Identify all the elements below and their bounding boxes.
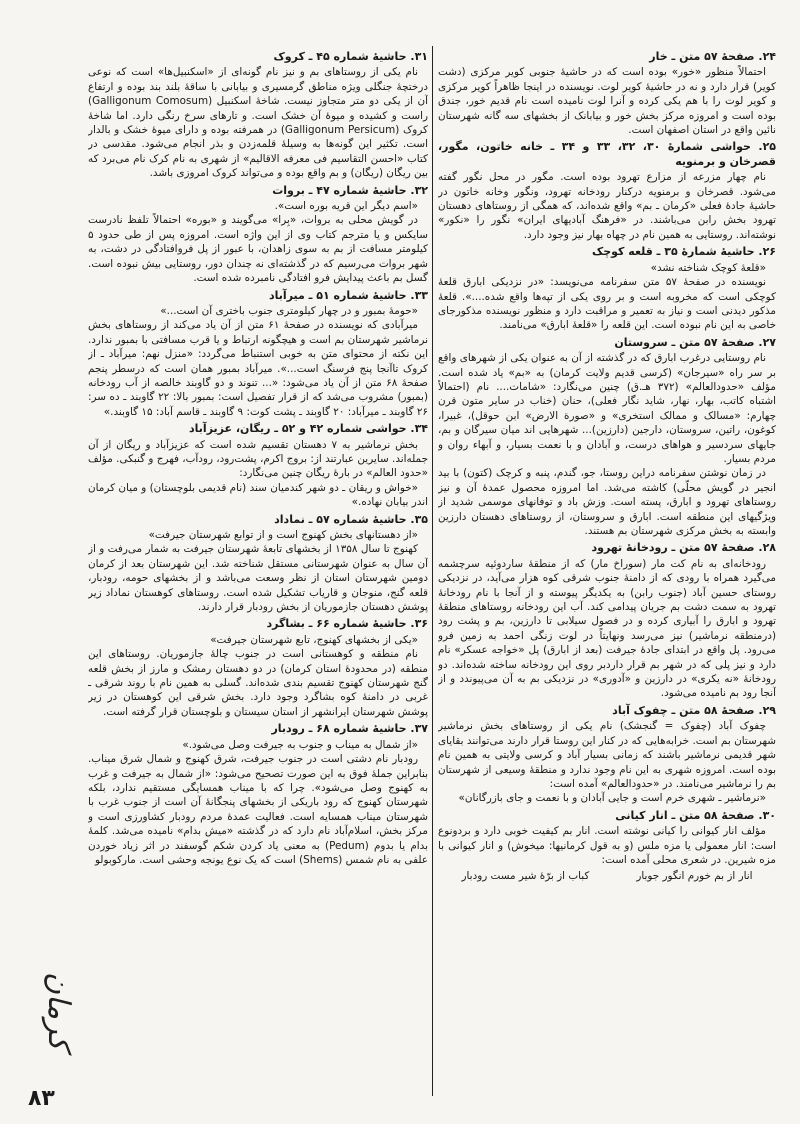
note-heading: ۲۴. صفحهٔ ۵۷ متن ـ خار: [649, 50, 776, 63]
note-paragraph: نام روستایی درغرب ابارق که در گذشته از آن به عنوان یکی از شهرهای واقع بر سر راه «سیرجان» (کرسی قدیم ولایت کرمان) به «بم» یاد شده است. مؤلف «حدودالعالم» (۳۷۲ هـ.ق) چنین می‌نگارد: «شامات.... نام (احتمالاً اشتباه کاتب، بهار، نهار، شاید نگار فعلی)، حنان (خناب در سایر متون قرن چهارم: «مسالک و ممالک استخری» و «صورة الارض» ابن حوقل)، غبیرا، کوغون، راتین، سروستان، دارجین (دارزین)... شهرهایی اند میان سیرگان و بم، جایهای سردسیر و هواهای درست، و آبادان و با نعمت بسیار، و آبهاء روان و مردم بسیار.: [438, 352, 776, 465]
note-paragraph: «از دهستانهای بخش کهنوج است و از توابع شهرستان جیرفت»: [148, 529, 418, 541]
note-section: [438, 336, 776, 539]
note-paragraph: در زمان نوشتن سفرنامه دراین روستا، جو، گندم، پنبه و کرچک (کتون) با بید انجیر در گویش محلّی) کاشته می‌شد. اما امروزه محصول عمدهٔ آن و نیز روستاهای تهرود و ابارق، پسته است. وزش باد و توفانهای موسمی شدید از ویژگیهای این منطقه است. ابارق و سروستان، از روستاهای دهستان دارزین وابسته به بخش مرکزی شهرستان بم هستند.: [438, 467, 776, 537]
note-paragraph: نام چهار مزرعه از مزارع تهرود بوده است. مگور در محل نگور گفته می‌شود. قصرخان و برمنویه درکنار رودخانه تهرود، ونگور وخانه خاتون در حاشیهٔ جادهٔ فعلی «کرمان ـ بم» واقع شده‌اند، که همگی از روستاهای دهستان تهرود بخش رابن می‌باشند. در «فرهنگ آبادیهای ایران» نگور را «نکور» نوشته‌اند. روستایی به همین نام در چهاه بهار نیز وجود دارد.: [438, 171, 776, 241]
note-section: [438, 50, 776, 137]
note-heading: ۳۲. حاشیهٔ شماره ۴۷ ـ بروات: [272, 183, 428, 197]
note-heading: ۲۹. صفحهٔ ۵۸ متن ـ چفوک آباد: [612, 703, 776, 717]
note-section: [438, 541, 776, 700]
kerman-logo: کرمان: [41, 972, 76, 1051]
note-heading: ۳۰. صفحهٔ ۵۸ متن ـ انار کیانی: [615, 808, 776, 822]
note-paragraph: نام منطقه و کوهستانی است در جنوب چالهٔ جازموریان. روستاهای این منطقه (در محدودهٔ استان کرمان) در دو دهستان رمشک و مارز از بخش قلعه گنج شهرستان کهنوج تقسیم بندی شده‌اند. گسلی به همین نام با روند شرقی ـ غربی در دامنهٔ کوه بشاگرد وجود دارد. بخش شرقی این کوهستان در زیر پوشش شهرستان ایرانشهر از استان سیستان و بلوچستان قرار گرفته است.: [88, 648, 428, 718]
note-paragraph: چفوک آباد (چفوک = گنجشک) نام یکی از روستاهای بخش نرماشیر شهرستان بم است. خرابه‌هایی که در کنار این روستا قرار دارند می‌توانند بقایای شهر قدیمی نرماشیر باشند که زمانی بسیار آباد و کرسی ولایتی به همین نام بوده است. امروزه شهری به این نام وجود ندارد و منطقهٔ وسیعی از شهرستان بم را نرماشیر می‌نامند. در «حدودالعالم» آمده است:: [438, 720, 776, 790]
poem-verse: [438, 869, 776, 883]
note-heading: ۳۳. حاشیهٔ شماره ۵۱ ـ میرآباد: [269, 288, 428, 302]
page-number: ۸۳: [28, 1086, 55, 1111]
note-paragraph: «قلعهٔ کوچک شناخته نشد»: [650, 261, 766, 274]
note-paragraph: کهنوج تا سال ۱۳۵۸ از بخشهای تابعهٔ شهرستان جیرفت به شمار می‌رفت و از آن سال به عنوان شهرستانی مستقل شناخته شد. این شهرستان بعد از کرمان دومین شهرستان استان از نظر وسعت می‌باشد و از بخشهای حومه، رودبار، قلعه گنج، منوجان و قاریاب تشکیل شده است. روستاهای کوهستان نماداد زیر پوشش دهستان جازموریان از بخش رودبار قرار دارند.: [88, 543, 428, 614]
note-section: [88, 617, 428, 719]
column-divider: [432, 46, 433, 1096]
note-paragraph: میرآبادی که نویسنده در صفحهٔ ۶۱ متن از آن یاد می‌کند از روستاهای بخش نرماشیر شهرستان بم است و هیچگونه ارتباط و یا قرب مسافتی با بمبور ندارد. این نکته از محتوای متن به خوبی استنباط می‌گردد: «منزل نهم: میرآباد ـ از کروک تاآنجا پنج فرسنگ است...». میرآباد بمبور همان است که درسطر پنجم صفحهٔ ۶۸ متن از آن یاد می‌شود: «... تنوند و دو گاوبند خالصه از آب رودخانه (بمبور) مشروب می‌شد که از قرار تفصیل است: بمبور بالا: ۲۲ گاوبند ـ ده سر: ۲۶ گاوبند ـ میرآباد: ۲۰ گاوبند ـ پشت کوت: ۹ گاوبند ـ قاسم آباد: ۱۵ گاوبند.»: [88, 319, 428, 418]
note-paragraph: در گویش محلی به بروات، «بِرا» می‌گویند و «بوره» احتمالاً تلفظ نادرست سایکس و یا مترجم کتاب وی از این واژه است. امروزه پس از طی حدود ۵ کیلومتر مسافت از بم به سوی زاهدان، با عبور از پل فروافتادگی در دشت، به شهر بروات می‌رسیم که در گذشته‌ای نه چندان دور، روستایی بیش نبوده است. گسل بم باعث پیدایش فرو افتادگی نامبرده شده است.: [88, 214, 428, 285]
note-section: [88, 422, 428, 509]
verse-hemistich: انار از بم خورم انگور جوبار: [636, 870, 753, 883]
right-column: [438, 48, 776, 1088]
note-heading: ۲۸. صفحهٔ ۵۷ متن ـ رودخانهٔ تهرود: [591, 541, 776, 555]
note-paragraph: «خواش و ریقان ـ دو شهر کندمیان سند (نام قدیمی بلوچستان) و میان کرمان اندر بیابان نهاده.»: [88, 481, 428, 509]
note-heading: ۲۶. حاشیهٔ شمارهٔ ۳۵ ـ قلعه کوچک: [591, 245, 776, 259]
note-heading: ۳۶. حاشیهٔ شماره ۶۶ ـ بشاگرد: [266, 617, 428, 631]
note-heading: ۳۷. حاشیهٔ شماره ۶۸ ـ رودبار: [271, 722, 428, 736]
note-heading: ۳۱. حاشیهٔ شماره ۴۵ ـ کروک: [273, 50, 428, 63]
note-section: [438, 245, 776, 332]
note-paragraph: بخش نرماشیر به ۷ دهستان تقسیم شده است که عزیزآباد و ریگان از آن جمله‌اند. سایرین عبارتند از: بروج اکرم، پشت‌رود، رودآب، فهرج و گنبکی. مؤلف «حدود العالم» در بارهٔ ریگان چنین می‌نگارد:: [88, 438, 428, 480]
note-section: [88, 289, 428, 420]
note-section: [88, 513, 428, 615]
note-heading: ۲۷. صفحهٔ ۵۷ متن ـ سروستان: [614, 335, 776, 349]
note-paragraph: «از شمال به میناب و جنوب به جیرفت وصل می‌شود.»: [182, 738, 418, 751]
note-paragraph: رودبار نام دشتی است در جنوب جیرفت، شرق کهنوج و شمال شرق میناب. بنابراین جملهٔ فوق به این صورت تصحیح می‌شود: «از شمال به جیرفت و غرب به کهنوج وصل می‌شود». چرا که با میناب همسایگی مستقیم ندارد، بلکه شهرستان کهنوج که رود باریکی از بخشهای پنجگانهٔ آن است از جنوب غرب با شهرستان میناب همسایه است. فعالیت عمدهٔ مردم رودبار کشاورزی است و مرکز بخش، اسلام‌آباد نام دارد که در گذشته «میش بدام» نامیده می‌شد. کلمهٔ بدام یا بدوم (Pedum) به معنی یاد کردن شکم گوسفند در اثر زیاد خوردن علفی به نام شمس (Shems) است که یک نوع یونجه وحشی است. مارکوبولو: [88, 753, 428, 866]
note-paragraph: «حومهٔ بمبور و در چهار کیلومتری جنوب باختری آن است...»: [160, 304, 418, 317]
note-paragraph: احتمالاً منظور «خور» بوده است که در حاشیهٔ جنوبی کویر مرکزی (دشت کویر) قرار دارد و نه در حاشیهٔ کویر لوت. نویسنده در اینجا ظاهراً کویر مرکزی و کویر لوت را با هم یکی کرده و آنرا لوت نامیده است نام قدیم خور، جندق بوده است و امروزه مرکز بخش خور و بیابانک از بخشهای سه گانه شهرستان نائین واقع در استان اصفهان است.: [438, 66, 776, 137]
note-heading: ۳۵. حاشیهٔ شماره ۵۷ ـ نماداد: [274, 512, 428, 526]
note-section: [438, 704, 776, 806]
note-paragraph: «اسم دیگر این قریه بوره است».: [274, 200, 418, 213]
note-section: [88, 722, 428, 867]
left-column: [88, 48, 428, 1088]
note-heading: ۳۴. حواشی شماره ۴۲ و ۵۲ ـ ریگان، عزیزآباد: [189, 422, 428, 436]
note-section: [438, 809, 776, 884]
verse-hemistich: کباب از برّهٔ شیر مست رودبار: [461, 870, 590, 883]
note-paragraph: «نرماشیر ـ شهری خرم است و جایی آبادان و با نعمت و جای بازرگانان»: [458, 792, 766, 805]
note-paragraph: نویسنده در صفحهٔ ۵۷ متن سفرنامه می‌نویسد: «در نزدیکی ابارق قلعهٔ کوچکی است که مخروبه است و بر روی یکی از تپه‌ها واقع شده....». قلعهٔ مذکور دیدنی است و نیاز به تعمیر و مراقبت دارد و منظور نویسنده مذکورجای خاصی به این نام نبوده است. این قلعه را «قلعهٔ ابارق» می‌نامند.: [438, 276, 776, 332]
note-paragraph: «یکی از بخشهای کهنوج، تابع شهرستان جیرفت»: [210, 633, 418, 646]
note-paragraph: مؤلف انار کیوانی را کیانی نوشته است. انار بم کیفیت خوبی دارد و بردونوع است: انار معمولی یا مزه ملس (و به قول کرمانیها: میخوش) و انار کیوانی با مزه شیرین. در شعری محلی آمده است:: [438, 825, 776, 866]
note-section: [88, 184, 428, 286]
note-heading: ۲۵. حواشی شمارهٔ ۳۰، ۳۲، ۳۳ و ۳۴ ـ خانه خاتون، مگور، قصرخان و برمنویه: [438, 140, 776, 168]
note-paragraph: رودخانه‌ای به نام کت مار (سوراخ مار) که از منطقهٔ ساردوئیه سرچشمه می‌گیرد همراه با رودی که از دامنهٔ جنوب شرقی کوه هزار می‌آید، در نزدیکی روستای حسین آباد (جنوب رابن) به یکدیگر پیوسته و از آنجا با نام رودخانهٔ تهرود به سمت دشت بم جریان پیدامی کند. آب این رودخانه روستاهای منطقهٔ تهرود و ابارق را آبیاری کرده و در فصول سیلابی تا دارزین، بم و پشت رود (درمنطقه نرماشیر) نیز می‌رسد ونهایتاً در لوت زنگی احمد به زمین فرو می‌رود. پل واقع در ابتدای جادهٔ جیرفت (بعد از ابارق) پل «خواجه عسکر» نام دارد و نیز پلی که در شهر بم قرار داردبر روی این رودخانه ساخته شده‌اند. دو رودخانهٔ «نه یکری» در دارزین و «آدوری» در نزدیکی بم به آن می‌پیوندد و از آنجا رود بم نامیده می‌شود.: [438, 557, 776, 700]
note-section: [438, 140, 776, 242]
note-paragraph: نام یکی از روستاهای بم و نیز نام گونه‌ای از «اسکنبیل‌ها» است که نوعی درختچهٔ جنگلی ویژه مناطق گرمسیری و بیابانی با ساقهٔ بلند بند بوده و ارتفاع آن از یکی دو متر متجاوز نیست. شاخهٔ اسکنبیل (Galligonum Comosum) راست و کشیده و میوهٔ آن خشک است. و تارهای سرخ رنگی دارد. اما شاخهٔ کروک (Galligonum Persicum) در همرفته بوده و دارای میوهٔ خشک و بالدار است. تکثیر این گونه‌ها به وسیلهٔ قلمه‌زدن و بذر انجام می‌شود. مقدسی در کتاب «احسن التقاسیم فی معرفه الاقالیم» از شهری به نام کرک نام می‌برد که بین ریگان (ریگان) و بم واقع بوده و می‌تواند کروک امروزی باشد.: [88, 66, 428, 180]
note-section: [88, 50, 428, 181]
